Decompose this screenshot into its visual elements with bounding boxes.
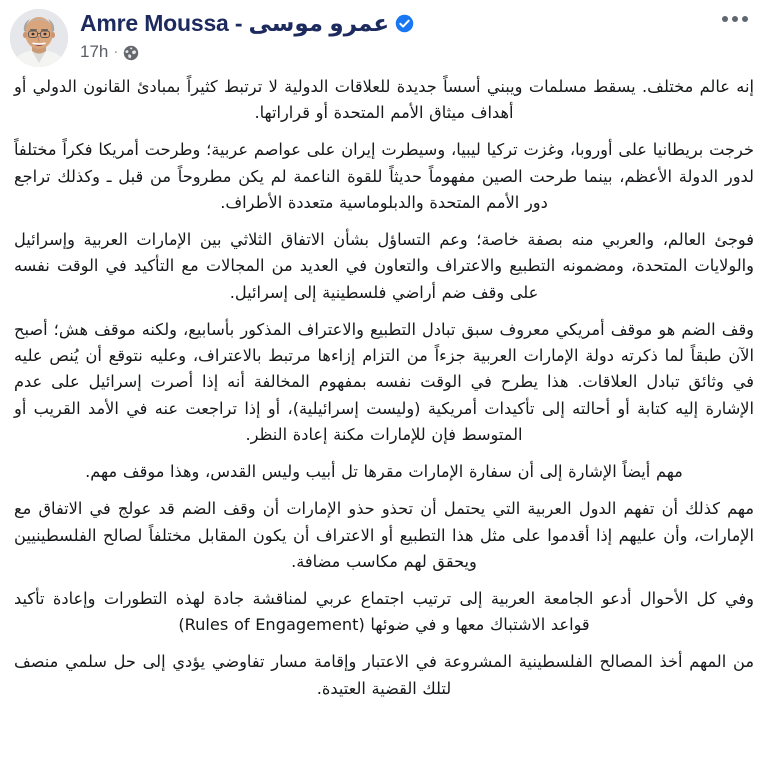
post-meta-row bbox=[80, 43, 414, 60]
post-paragraph: من المهم أخذ المصالح الفلسطينية المشروعة في الاعتبار وإقامة مسار تفاوضي يؤدي إلى حل سلمي منصف لتلك القضية العتيدة. bbox=[14, 652, 754, 698]
post-header bbox=[0, 0, 768, 70]
author-name-row[interactable] bbox=[80, 10, 414, 36]
author-name[interactable]: Amre Moussa - عمرو موسى bbox=[80, 10, 390, 36]
avatar[interactable] bbox=[10, 9, 68, 67]
globe-public-icon[interactable] bbox=[123, 45, 139, 61]
post-paragraph: خرجت بريطانيا على أوروبا، وغزت تركيا ليبيا، وسيطرت إيران على عواصم عربية؛ وطرحت أمريكا فكراً مختلفاً لدور الدولة الأعظم، بينما طرحت الصين مفهوماً حديثاً للقوة الناعمة لم يكن مطروحاً من قبل ـ وكذلك تراجع دور الأمم المتحدة والدبلوماسية متعددة الأطراف. bbox=[14, 140, 754, 212]
more-options-icon[interactable] bbox=[718, 12, 752, 26]
post-paragraph: مهم كذلك أن تفهم الدول العربية التي يحتمل أن تحذو حذو الإمارات أن وقف الضم قد عولج في الاتفاق مع الإمارات، وأن عليهم إذا أقدموا على مثل هذا التطبيع أو الاعتراف أن يكون المقابل مختلفاً لصالح الفلسطينيين ويحقق لهم مكاسب مضافة. bbox=[14, 499, 754, 571]
header-text-block bbox=[80, 7, 414, 60]
post-timestamp[interactable]: 17h bbox=[80, 42, 109, 62]
verified-badge-icon bbox=[395, 14, 414, 33]
post-body bbox=[0, 70, 768, 702]
post-paragraph: وقف الضم هو موقف أمريكي معروف سبق تبادل التطبيع والاعتراف المذكور بأسابيع، ولكنه موقف هش؛ أصبح الآن طبقاً لما ذكرته دولة الإمارات العربية جزءاً من التزام إزاءها مرتبط بالاعتراف، وعليه نتوقع أن يُنص عليه في وثائق تبادل العلاقات. هذا يطرح في الوقت نفسه بمفهوم المخالفة أنه إذا أصرت إسرائيل على عدم الإشارة إليه كتابة أو أحالته إلى تأكيدات أمريكية (وليست إسرائيلية)، أو إذا تراجعت عنه في الأمد القريب أو المتوسط فإن للإمارات مكنة إعادة النظر. bbox=[14, 319, 754, 444]
post-paragraph: وفي كل الأحوال أدعو الجامعة العربية إلى ترتيب اجتماع عربي لمناقشة جادة لهذه التطورات وإعادة تأكيد قواعد الاشتباك معها و في ضوئها (Rules of Engagement) bbox=[14, 588, 754, 635]
avatar-photo bbox=[10, 9, 68, 67]
dot bbox=[732, 16, 738, 22]
post-paragraph: إنه عالم مختلف. يسقط مسلمات ويبني أسساً جديدة للعلاقات الدولية لا ترتبط كثيراً بمبادئ القانون الدولي أو أهداف ميثاق الأمم المتحدة أو قراراتها. bbox=[14, 77, 754, 123]
dot bbox=[722, 16, 728, 22]
post-paragraph: مهم أيضاً الإشارة إلى أن سفارة الإمارات مقرها تل أبيب وليس القدس، وهذا موقف مهم. bbox=[85, 462, 683, 482]
meta-separator: · bbox=[113, 43, 119, 61]
post-paragraph: فوجئ العالم، والعربي منه بصفة خاصة؛ وعم التساؤل بشأن الاتفاق الثلاثي بين الإمارات العربية وإسرائيل والولايات المتحدة، ومضمونه التطبيع والاعتراف والتعاون في العديد من المجالات مع التأكيد في الوقت نفسه على وقف ضم أراضي فلسطينية إلى إسرائيل. bbox=[14, 230, 754, 302]
dot bbox=[742, 16, 748, 22]
